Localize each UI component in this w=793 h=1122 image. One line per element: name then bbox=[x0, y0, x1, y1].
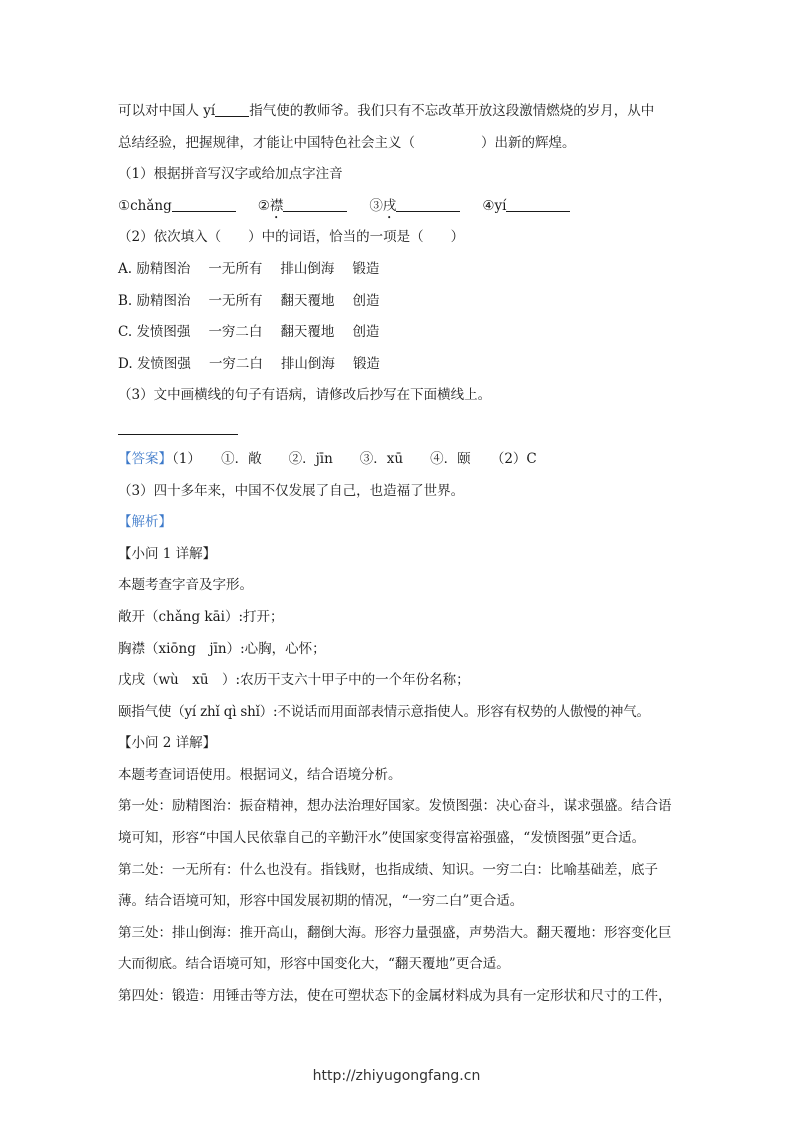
q1-title: （1）根据拼音写汉字或给加点字注音 bbox=[118, 166, 343, 183]
q1-item bbox=[482, 198, 570, 214]
option-c bbox=[118, 317, 680, 349]
option-word: 排山倒海 bbox=[280, 355, 335, 372]
q1-item-label: ①chǎng bbox=[118, 197, 172, 214]
passage-text: 总结经验，把握规律，才能让中国特色社会主义（ bbox=[118, 134, 415, 151]
option-word: 一穷二白 bbox=[208, 324, 263, 341]
fill-blank bbox=[396, 197, 460, 212]
option-d bbox=[118, 349, 680, 381]
passage-line bbox=[118, 96, 680, 128]
passage-text: 可以对中国人 yí bbox=[118, 103, 216, 119]
answer-text: （1） ①．敞 ②．jīn ③．xū ④．颐 （2）C bbox=[172, 450, 537, 467]
sub2-para: 第二处：一无所有：什么也没有。指钱财，也指成绩、知识。一穷二白：比喻基础差，底子薄。结合语境可知，形容中国发展初期的情况，“一穷二白”更合适。 bbox=[118, 861, 658, 910]
option-label: B. bbox=[118, 292, 133, 309]
analysis-tag: 【解析】 bbox=[118, 514, 172, 531]
fill-blank bbox=[506, 197, 570, 212]
sub2-heading: 【小问 2 详解】 bbox=[118, 735, 217, 752]
q2-title: （2）依次填入（ ）中的词语，恰当的一项是（ ） bbox=[118, 229, 465, 246]
q1-item-label: ④yí bbox=[482, 197, 507, 214]
q1-item bbox=[118, 198, 258, 214]
option-word: 一穷二白 bbox=[208, 355, 263, 372]
passage-line bbox=[118, 128, 680, 160]
fill-blank bbox=[172, 197, 236, 212]
option-word: 一无所有 bbox=[208, 260, 263, 277]
dotted-char: 襟 bbox=[269, 197, 284, 214]
footer-url[interactable]: http://zhiyugongfang.cn bbox=[312, 1068, 481, 1084]
q1-item bbox=[369, 198, 482, 214]
document-page bbox=[118, 96, 680, 1013]
answer-tag: 【答案】 bbox=[118, 450, 172, 467]
option-a bbox=[118, 254, 680, 286]
sub1-line: 戊戌（wù xū ）:农历干支六十甲子中的一个年份名称； bbox=[118, 672, 470, 689]
option-word: 锻造 bbox=[352, 355, 380, 372]
option-word: 励精图治 bbox=[136, 260, 191, 277]
option-word: 创造 bbox=[352, 324, 380, 341]
passage-text: 指气使的教师爷。我们只有不忘改革开放这段激情燃烧的岁月，从中 bbox=[249, 103, 655, 119]
option-word: 发愤图强 bbox=[136, 355, 191, 372]
sub1-intro: 本题考查字音及字形。 bbox=[118, 577, 253, 594]
underline-blank bbox=[215, 101, 249, 117]
answer-line-2: （3）四十多年来，中国不仅发展了自己，也造福了世界。 bbox=[118, 482, 465, 499]
passage-text: ）出新的辉煌。 bbox=[481, 134, 576, 151]
option-word: 创造 bbox=[352, 292, 380, 309]
fill-blank bbox=[283, 197, 347, 212]
option-word: 排山倒海 bbox=[280, 260, 335, 277]
sub1-line: 敞开（chǎng kāi）:打开； bbox=[118, 608, 284, 625]
sub1-heading: 【小问 1 详解】 bbox=[118, 545, 217, 562]
option-label: A. bbox=[118, 260, 133, 277]
sub2-para: 第三处：排山倒海：推开高山，翻倒大海。形容力量强盛，声势浩大。翻天覆地：形容变化巨大而彻底。结合语境可知，形容中国变化大，“翻天覆地”更合适。 bbox=[118, 924, 672, 973]
sub1-line: 胸襟（xiōng jīn）:心胸，心怀； bbox=[118, 640, 326, 657]
answer-line bbox=[118, 444, 680, 476]
q1-items bbox=[118, 191, 680, 223]
answer-blank-line bbox=[118, 420, 238, 435]
q1-item-label: ③ bbox=[369, 197, 383, 214]
option-label: D. bbox=[118, 355, 133, 372]
option-word: 翻天覆地 bbox=[280, 324, 335, 341]
sub2-intro: 本题考查词语使用。根据词义，结合语境分析。 bbox=[118, 766, 402, 783]
option-label: C. bbox=[118, 324, 133, 341]
dotted-char: 戌 bbox=[382, 197, 397, 214]
option-word: 发愤图强 bbox=[136, 324, 191, 341]
sub1-line: 颐指气使（yí zhǐ qì shǐ）:不说话而用面部表情示意指使人。形容有权势的人傲慢的神气。 bbox=[118, 703, 650, 720]
q3-title: （3）文中画横线的句子有语病，请修改后抄写在下面横线上。 bbox=[118, 387, 492, 404]
option-b bbox=[118, 286, 680, 318]
option-word: 励精图治 bbox=[136, 292, 191, 309]
sub2-para: 第一处：励精图治：振奋精神，想办法治理好国家。发愤图强：决心奋斗，谋求强盛。结合语境可知，形容“中国人民依靠自己的辛勤汗水”使国家变得富裕强盛，“发愤图强”更合适。 bbox=[118, 798, 672, 847]
option-word: 锻造 bbox=[352, 260, 380, 277]
option-word: 翻天覆地 bbox=[280, 292, 335, 309]
q1-item-label: ② bbox=[257, 197, 270, 214]
option-word: 一无所有 bbox=[208, 292, 263, 309]
q1-item bbox=[258, 198, 370, 214]
sub2-para: 第四处：锻造：用锤击等方法，使在可塑状态下的金属材料成为具有一定形状和尺寸的工件， bbox=[118, 988, 672, 1005]
